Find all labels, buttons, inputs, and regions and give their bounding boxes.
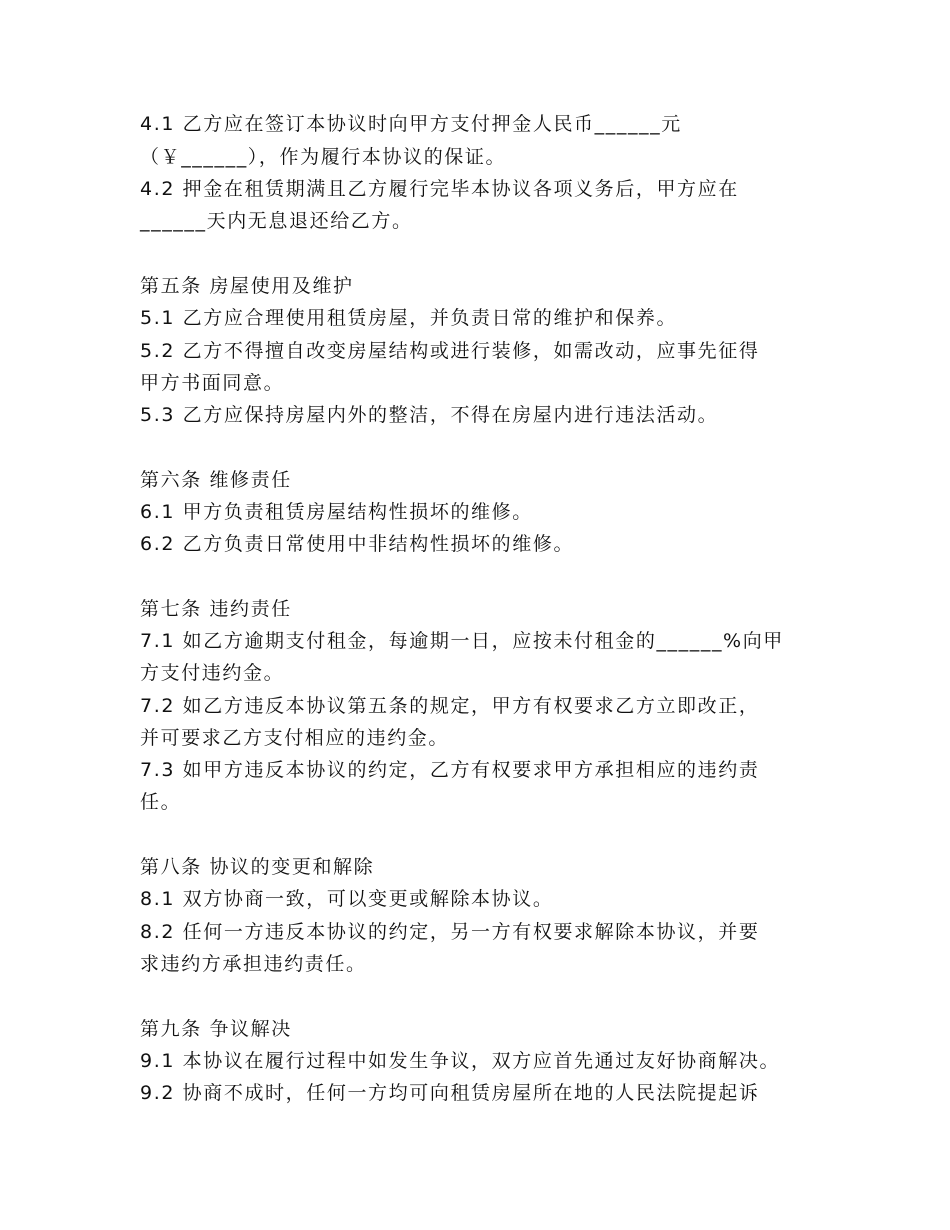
clause-8-2-line-2: 求违约方承担违约责任。	[140, 953, 367, 975]
clause-8-2-line-1: 8.2 任何一方违反本协议的约定，另一方有权要求解除本协议，并要	[140, 921, 760, 943]
clause-8-1: 8.1 双方协商一致，可以变更或解除本协议。	[140, 888, 554, 910]
article-8-heading: 第八条 协议的变更和解除	[140, 856, 375, 878]
article-7-heading: 第七条 违约责任	[140, 598, 292, 620]
clause-9-2-line-1: 9.2 协商不成时，任何一方均可向租赁房屋所在地的人民法院提起诉	[140, 1082, 760, 1104]
article-9-heading: 第九条 争议解决	[140, 1018, 292, 1040]
article-6-heading: 第六条 维修责任	[140, 469, 292, 491]
clause-5-1: 5.1 乙方应合理使用租赁房屋，并负责日常的维护和保养。	[140, 307, 678, 329]
clause-9-1: 9.1 本协议在履行过程中如发生争议，双方应首先通过友好协商解决。	[140, 1050, 781, 1072]
clause-5-3: 5.3 乙方应保持房屋内外的整洁，不得在房屋内进行违法活动。	[140, 404, 719, 426]
clause-7-1-line-2: 方支付违约金。	[140, 662, 285, 684]
clause-5-2-line-2: 甲方书面同意。	[140, 372, 285, 394]
clause-4-2-line-1: 4.2 押金在租赁期满且乙方履行完毕本协议各项义务后，甲方应在	[140, 178, 739, 200]
clause-4-1-line-2: （￥______），作为履行本协议的保证。	[140, 146, 507, 168]
clause-4-1-line-1: 4.1 乙方应在签订本协议时向甲方支付押金人民币______元	[140, 113, 682, 135]
clause-7-3-line-2: 任。	[140, 791, 182, 813]
clause-6-1: 6.1 甲方负责租赁房屋结构性损坏的维修。	[140, 501, 533, 523]
clause-4-2-line-2: ______天内无息退还给乙方。	[140, 210, 413, 232]
clause-5-2-line-1: 5.2 乙方不得擅自改变房屋结构或进行装修，如需改动，应事先征得	[140, 340, 760, 362]
clause-7-2-line-2: 并可要求乙方支付相应的违约金。	[140, 727, 450, 749]
clause-7-1-line-1: 7.1 如乙方逾期支付租金，每逾期一日，应按未付租金的______%向甲	[140, 630, 784, 652]
clause-7-3-line-1: 7.3 如甲方违反本协议的约定，乙方有权要求甲方承担相应的违约责	[140, 759, 760, 781]
clause-6-2: 6.2 乙方负责日常使用中非结构性损坏的维修。	[140, 533, 575, 555]
article-5-heading: 第五条 房屋使用及维护	[140, 275, 354, 297]
clause-7-2-line-1: 7.2 如乙方违反本协议第五条的规定，甲方有权要求乙方立即改正，	[140, 695, 760, 717]
